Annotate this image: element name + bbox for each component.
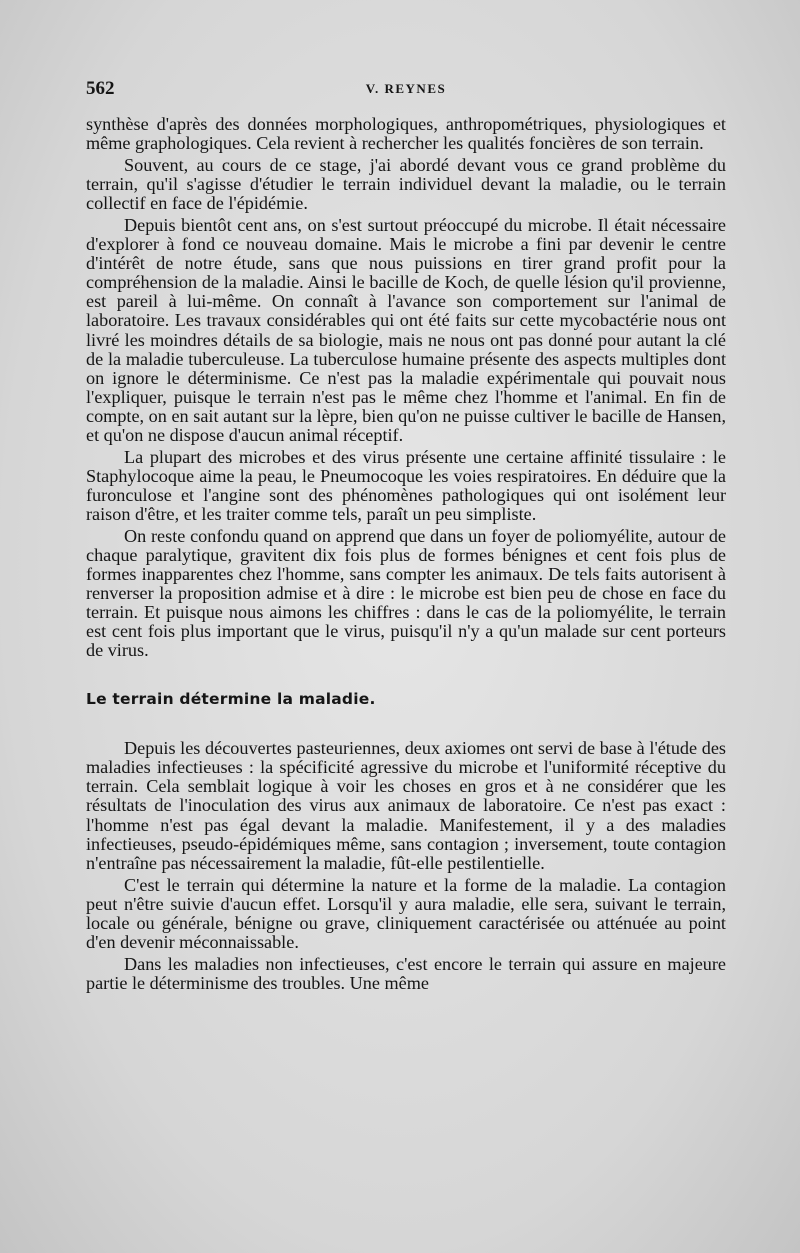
running-head-author: V. REYNES [365,81,447,96]
paragraph: Depuis les découvertes pasteuriennes, deux axiomes ont servi de base à l'étude des maladies infectieuses : la spécificité agressive du microbe et l'uniformité réceptive du terrain. Cela semblait logique à voir les choses en gros et à ne considérer que les résultats de l'inoculation des virus aux animaux de laboratoire. Ce n'est pas exact : l'homme n'est pas égal devant la maladie. Manifestement, il y a des maladies infectieuses, pseudo-épidémiques même, sans contagion ; inversement, toute contagion n'entraîne pas nécessairement la maladie, fût-elle pestilentielle. [86,738,726,873]
paragraph: C'est le terrain qui détermine la nature et la forme de la maladie. La contagion peut n'être suivie d'aucun effet. Lorsqu'il y aura maladie, elle sera, suivant le terrain, locale ou générale, bénigne ou grave, cliniquement caractérisée ou atténuée au point d'en devenir méconnaissable. [86,874,726,952]
paragraph: La plupart des microbes et des virus présente une certaine affinité tissulaire : le Staphylocoque aime la peau, le Pneumocoque les voies respiratoires. En déduire que la furonculose et l'angine sont des phénomènes pathologiques qui ont isolément leur raison d'être, et les traiter comme tels, paraît un peu simpliste. [86,446,726,524]
running-head [86,78,726,100]
page-number: 562 [86,78,115,99]
paragraph: Depuis bientôt cent ans, on s'est surtout préoccupé du microbe. Il était nécessaire d'explorer à fond ce nouveau domaine. Mais le microbe a fini par devenir le centre d'intérêt de notre étude, sans que nous puissions en tirer grand profit pour la compréhension de la maladie. Ainsi le bacille de Koch, de quelle lésion qu'il provienne, est pareil à lui-même. On connaît à l'avance son comportement sur l'animal de laboratoire. Les travaux considérables qui ont été faits sur cette mycobactérie nous ont livré les moindres détails de sa biologie, mais ne nous ont pas donné pour autant la clé de la maladie tuberculeuse. La tuberculose humaine présente des aspects multiples dont on ignore le déterminisme. Ce n'est pas la maladie expérimentale qui pouvait nous l'expliquer, puisque le terrain n'est pas le même chez l'homme et l'animal. En fin de compte, on en sait autant sur la lèpre, bien qu'on ne puisse cultiver le bacille de Hansen, et qu'on ne dispose d'aucun animal réceptif. [86,215,726,445]
paragraph-continued: synthèse d'après des données morphologiques, anthropométriques, physiologiques et même graphologiques. Cela revient à rechercher les qualités foncières de son terrain. [86,114,726,154]
paragraph: Souvent, au cours de ce stage, j'ai abordé devant vous ce grand problème du terrain, qu'il s'agisse d'étudier le terrain individuel devant la maladie, ou le terrain collectif en face de l'épidémie. [86,155,726,214]
section-heading: Le terrain détermine la maladie. [86,690,376,709]
body-text [86,115,726,993]
paragraph: On reste confondu quand on apprend que dans un foyer de poliomyélite, autour de chaque paralytique, gravitent dix fois plus de formes bénignes et cent fois plus de formes inapparentes chez l'homme, sans compter les animaux. De tels faits autorisent à renverser la proposition admise et à dire : le microbe est bien peu de chose en face du terrain. Et puisque nous aimons les chiffres : dans le cas de la poliomyélite, le terrain est cent fois plus important que le virus, puisqu'il n'y a qu'un malade sur cent porteurs de virus. [86,525,726,661]
paragraph: Dans les maladies non infectieuses, c'est encore le terrain qui assure en majeure partie le déterminisme des troubles. Une même [86,953,726,993]
